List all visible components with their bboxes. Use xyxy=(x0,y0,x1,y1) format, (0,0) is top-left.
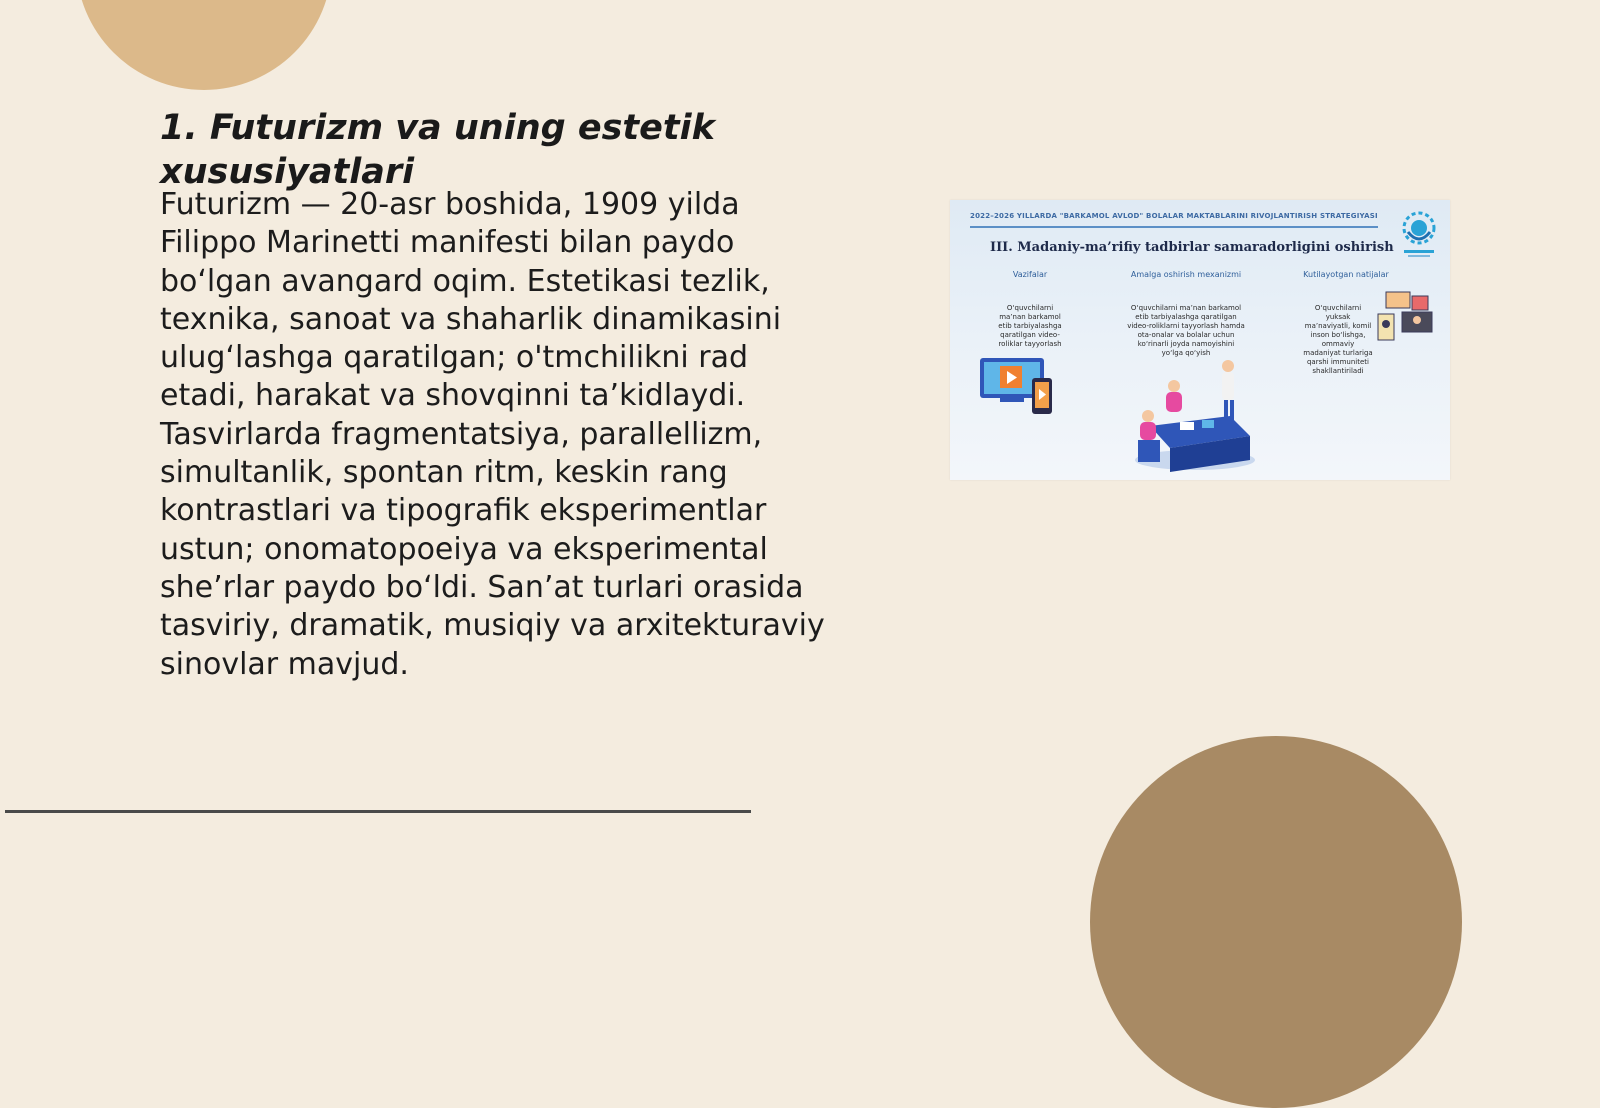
video-monitor-icon xyxy=(978,356,1058,418)
slide-body-text: Futurizm — 20-asr boshida, 1909 yilda Filippo Marinetti manifesti bilan paydo bo‘lgan avangard oqim. Estetikasi tezlik, texnika, sanoat va shaharlik dinamikasini ulug‘lashga qaratilgan; o'tmchilikni rad etadi, harakat va shovqinni ta’kidlaydi. Tasvirlarda fragmentatsiya, parallellizm, simultanlik, spontan ritm, keskin rang kontrastlari va tipografik eksperimentlar ustun; onomatopoeiya va eksperimental she’rlar paydo bo‘ldi. San’at turlari orasida tasviriy, dramatik, musiqiy va arxitekturaviy sinovlar mavjud. xyxy=(160,187,825,682)
slide-title: 1. Futurizm va uning estetik xususiyatlari xyxy=(160,108,715,192)
infographic-top-banner: 2022–2026 YILLARDA "BARKAMOL AVLOD" BOLALAR MAKTABLARINI RIVOJLANTIRISH STRATEGIYASI xyxy=(970,212,1378,228)
infographic-col-header-1: Vazifalar xyxy=(1012,270,1048,279)
infographic-heading: III. Madaniy-ma’rifiy tadbirlar samaradorligini oshirish xyxy=(990,240,1394,255)
infographic-col-text-2: O‘quvchilarni ma’nan barkamol etib tarbiyalashga qaratilgan video-roliklarni tayyorlash hamda ota-onalar va bolalar uchun ko‘rinarli joyda namoyishini yo‘lga qo‘yish xyxy=(1127,304,1245,357)
infographic-col-header-2: Amalga oshirish mexanizmi xyxy=(1130,270,1242,279)
divider-line xyxy=(5,810,751,813)
photo-frames-icon xyxy=(1376,290,1436,346)
infographic-col-header-3: Kutilayotgan natijalar xyxy=(1303,270,1389,279)
infographic-col-text-1: O‘quvchilarni ma’nan barkamol etib tarbiyalashga qaratilgan video-roliklar tayyorlash xyxy=(998,304,1062,348)
infographic-col-text-3: O‘quvchilarni yuksak ma’naviyatli, komil inson bo‘lishga, ommaviy madaniyat turlariga qarshi immuniteti shakllantiriladi xyxy=(1303,304,1373,375)
decorative-circle-top xyxy=(76,0,332,90)
infographic-image xyxy=(950,200,1450,480)
decorative-circle-bottom xyxy=(1090,736,1462,1108)
team-meeting-illustration xyxy=(1120,356,1270,476)
logo-icon xyxy=(1396,206,1442,262)
